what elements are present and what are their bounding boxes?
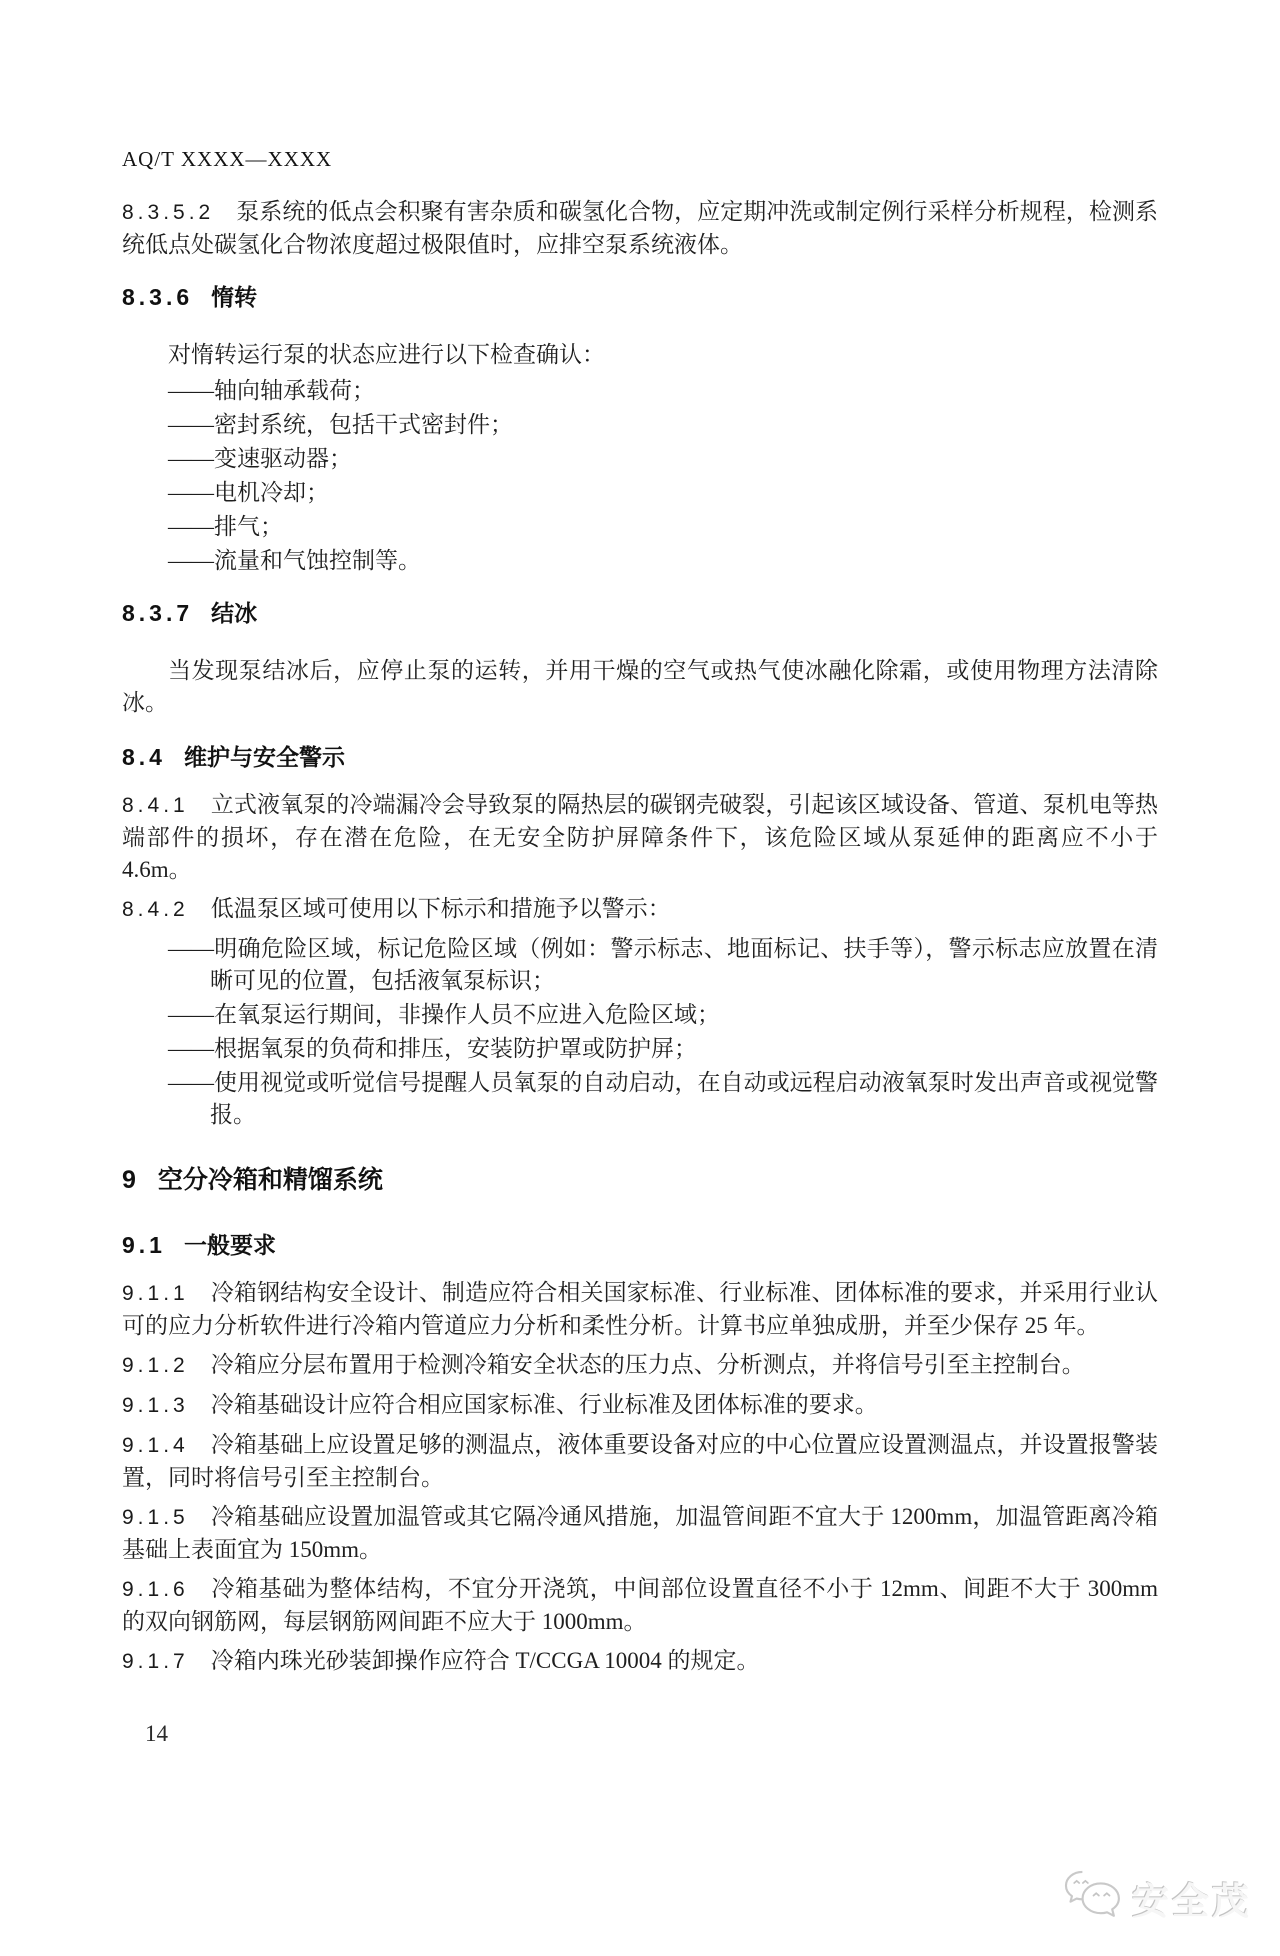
page-content <box>0 146 1280 1750</box>
dash-list-item: ——流量和气蚀控制等。 <box>168 548 421 573</box>
page-container <box>0 146 1280 1956</box>
clause-9-1-3 <box>122 1389 1158 1422</box>
clause-number: 9.1.1 <box>122 1282 189 1305</box>
clause-number: 8.4.2 <box>122 898 189 921</box>
clause-9-1-2 <box>122 1349 1158 1382</box>
clause-text: 冷箱基础设计应符合相应国家标准、行业标准及团体标准的要求。 <box>210 1392 878 1417</box>
clause-text: 冷箱应分层布置用于检测冷箱安全状态的压力点、分析测点，并将信号引至主控制台。 <box>210 1352 1085 1377</box>
clause-8-4-2 <box>122 893 1158 926</box>
clause-text: 泵系统的低点会积聚有害杂质和碳氢化合物，应定期冲洗或制定例行采样分析规程，检测系统低点处碳氢化合物浓度超过极限值时，应排空泵系统液体。 <box>122 199 1158 257</box>
heading-number: 8.3.6 <box>122 284 194 310</box>
clause-number: 9.1.2 <box>122 1354 189 1377</box>
clause-9-1-1 <box>122 1277 1158 1342</box>
dash-list-item: ——使用视觉或听觉信号提醒人员氧泵的自动启动，在自动或远程启动液氧泵时发出声音或视觉警报。 <box>168 1070 1158 1127</box>
clause-number: 9.1.6 <box>122 1578 189 1601</box>
clause-8-3-5-2 <box>122 196 1158 261</box>
heading-9 <box>122 1161 1158 1199</box>
heading-number: 9.1 <box>122 1232 166 1258</box>
dash-list-item: ——明确危险区域，标记危险区域（例如：警示标志、地面标记、扶手等），警示标志应放置在清晰可见的位置，包括液氧泵标识； <box>168 936 1158 993</box>
clause-text: 冷箱内珠光砂装卸操作应符合 T/CCGA 10004 的规定。 <box>210 1648 760 1673</box>
paragraph: 当发现泵结冰后，应停止泵的运转，并用干燥的空气或热气使冰融化除霜，或使用物理方法清除冰。 <box>122 658 1158 715</box>
clause-number: 9.1.3 <box>122 1394 189 1417</box>
watermark-brand-text: 安全茂 <box>1132 1880 1252 1922</box>
heading-8-4 <box>122 741 1158 773</box>
dash-list-item: ——变速驱动器； <box>168 446 352 471</box>
clause-number: 8.3.5.2 <box>122 201 215 224</box>
page-number: 14 <box>145 1721 168 1746</box>
clause-9-1-4 <box>122 1429 1158 1494</box>
heading-8-3-7 <box>122 597 1158 629</box>
heading-title: 结冰 <box>211 600 258 626</box>
heading-number: 8.4 <box>122 744 166 770</box>
chat-bubbles-icon <box>1062 1869 1124 1934</box>
heading-title: 维护与安全警示 <box>183 744 345 770</box>
standard-number-text: AQ/T XXXX—XXXX <box>122 147 333 171</box>
heading-title: 空分冷箱和精馏系统 <box>157 1166 383 1194</box>
clause-text: 立式液氧泵的冷端漏冷会导致泵的隔热层的碳钢壳破裂，引起该区域设备、管道、泵机电等热端部件的损坏，存在潜在危险，在无安全防护屏障条件下，该危险区域从泵延伸的距离应不小于 4.6m。 <box>122 792 1158 882</box>
heading-title: 惰转 <box>211 284 258 310</box>
document-page <box>0 146 1280 1956</box>
clause-9-1-5 <box>122 1501 1158 1566</box>
dash-list-item: ——电机冷却； <box>168 480 329 505</box>
dash-list-item: ——轴向轴承载荷； <box>168 378 375 403</box>
clause-text: 冷箱基础应设置加温管或其它隔冷通风措施，加温管间距不宜大于 1200mm，加温管距离冷箱基础上表面宜为 150mm。 <box>122 1504 1158 1562</box>
heading-number: 9 <box>122 1166 140 1194</box>
heading-title: 一般要求 <box>183 1232 276 1258</box>
clause-9-1-7 <box>122 1645 1158 1678</box>
clause-number: 9.1.5 <box>122 1506 189 1529</box>
clause-number: 9.1.7 <box>122 1650 189 1673</box>
heading-number: 8.3.7 <box>122 600 194 626</box>
clause-text: 冷箱基础为整体结构，不宜分开浇筑，中间部位设置直径不小于 12mm、间距不大于 300mm 的双向钢筋网，每层钢筋网间距不应大于 1000mm。 <box>122 1576 1158 1634</box>
clause-text: 冷箱钢结构安全设计、制造应符合相关国家标准、行业标准、团体标准的要求，并采用行业认可的应力分析软件进行冷箱内管道应力分析和柔性分析。计算书应单独成册，并至少保存 25 年。 <box>122 1280 1158 1338</box>
dash-list-item: ——根据氧泵的负荷和排压，安装防护罩或防护屏； <box>168 1036 697 1061</box>
heading-9-1 <box>122 1229 1158 1261</box>
clause-text: 低温泵区域可使用以下标示和措施予以警示： <box>210 896 671 921</box>
watermark <box>1062 1869 1252 1934</box>
dash-list-item: ——排气； <box>168 514 283 539</box>
paragraph: 对惰转运行泵的状态应进行以下检查确认： <box>168 342 605 367</box>
standard-number-header <box>122 146 1158 172</box>
heading-8-3-6 <box>122 281 1158 313</box>
clause-9-1-6 <box>122 1573 1158 1638</box>
clause-text: 冷箱基础上应设置足够的测温点，液体重要设备对应的中心位置应设置测温点，并设置报警装置，同时将信号引至主控制台。 <box>122 1432 1158 1490</box>
dash-list-item: ——在氧泵运行期间，非操作人员不应进入危险区域； <box>168 1002 720 1027</box>
clause-8-4-1 <box>122 789 1158 886</box>
clause-number: 8.4.1 <box>122 794 189 817</box>
clause-number: 9.1.4 <box>122 1434 189 1457</box>
dash-list-item: ——密封系统，包括干式密封件； <box>168 412 513 437</box>
